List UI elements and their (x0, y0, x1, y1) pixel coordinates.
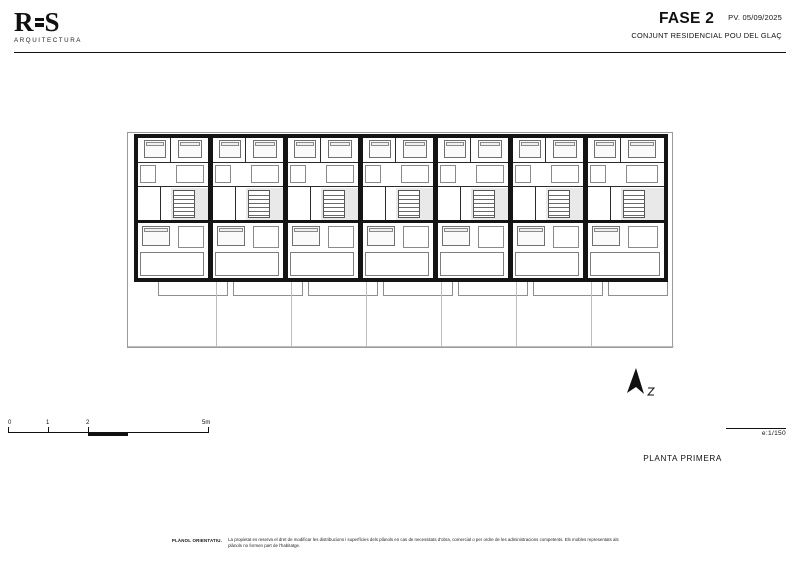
unit-6-bed-b (553, 140, 577, 158)
unit-1-partition-c (170, 138, 171, 162)
unit-5-bed-c (442, 226, 470, 246)
unit-2-room (215, 252, 279, 276)
exterior-wall-left (134, 134, 138, 282)
studio-logo (14, 8, 134, 50)
unit-6-bathroom-a (515, 165, 531, 183)
unit-6-bathroom-c (553, 226, 579, 248)
party-wall-4 (433, 134, 438, 282)
unit-1-room (140, 252, 204, 276)
unit-4-bathroom-c (403, 226, 429, 248)
unit-3-bed-c (292, 226, 320, 246)
terrace-2 (233, 282, 303, 296)
unit-7-bathroom-a (590, 165, 606, 183)
unit-3-partition-d (310, 187, 311, 220)
terrace-7 (608, 282, 668, 296)
unit-1-bathroom-a (140, 165, 156, 183)
scale-bar-fill (88, 432, 128, 436)
unit-2-bathroom-b (251, 165, 279, 183)
floor-plan-drawing (128, 133, 672, 347)
unit-2-partition-d (235, 187, 236, 220)
unit-7-bathroom-c (628, 226, 658, 248)
header-title-block (631, 10, 782, 40)
unit-2-bed-b (253, 140, 277, 158)
north-arrow-icon (622, 366, 662, 400)
scale-divider (726, 428, 786, 429)
floor-plan-frame (127, 132, 673, 348)
unit-5-bathroom-b (476, 165, 504, 183)
scale-label-2: 2 (86, 420, 90, 426)
unit-5-bathroom-c (478, 226, 504, 248)
unit-7-partition-a (588, 162, 664, 163)
unit-1-bathroom-b (176, 165, 204, 183)
logo-mark (14, 8, 134, 36)
unit-1-partition-d (160, 187, 161, 220)
scale-tick-1 (48, 427, 49, 433)
plot-line-6 (591, 282, 592, 346)
unit-5-staircase (473, 190, 495, 218)
unit-6-partition-c (545, 138, 546, 162)
unit-1-bathroom-c (178, 226, 204, 248)
plot-line-3 (366, 282, 367, 346)
unit-1-bed-a (144, 140, 166, 158)
unit-6-partition-a (513, 162, 583, 163)
building-block (134, 134, 668, 282)
unit-5-partition-a (438, 162, 508, 163)
unit-6-partition-d (535, 187, 536, 220)
unit-6-staircase (548, 190, 570, 218)
scale-ratio-label: e:1/150 (761, 430, 786, 437)
terrace-3 (308, 282, 378, 296)
plot-line-4 (441, 282, 442, 346)
unit-4-staircase (398, 190, 420, 218)
plot-boundary-bottom (128, 346, 674, 347)
unit-5-partition-d (460, 187, 461, 220)
party-wall-2 (283, 134, 288, 282)
logo-square-icon (35, 18, 44, 27)
unit-5-room (440, 252, 504, 276)
unit-7-bed-c (592, 226, 620, 246)
unit-4-partition-a (363, 162, 433, 163)
phase-title: FASE 2 (658, 10, 715, 27)
header-divider (14, 52, 786, 53)
sheet-title: PLANTA PRIMERA (643, 454, 722, 463)
revision-date: PV. 05/09/2025 (728, 13, 782, 22)
terrace-1 (158, 282, 228, 296)
unit-2-partition-a (213, 162, 283, 163)
disclaimer-key: PLÀNOL ORIENTATIU. (171, 537, 223, 543)
unit-2-staircase (248, 190, 270, 218)
scale-label-0: 0 (8, 420, 12, 426)
sheet-header (0, 0, 800, 58)
unit-6-bed-c (517, 226, 545, 246)
unit-7-bed-a (594, 140, 616, 158)
disclaimer-text: La propietat es reserva el dret de modificar les distribucions i superfícies dels plànols en cas de necessitats d'obra, comercial o per ordre de les administracions competents. Els mobles representats als plànols no formen part de l'habitatge. (228, 537, 619, 548)
logo-letter-right: S (44, 7, 60, 37)
unit-4-bed-c (367, 226, 395, 246)
unit-4-partition-c (395, 138, 396, 162)
unit-3-room (290, 252, 354, 276)
party-wall-5 (508, 134, 513, 282)
unit-1-partition-a (138, 162, 208, 163)
unit-7-partition-c (620, 138, 621, 162)
party-wall-3 (358, 134, 363, 282)
scale-bar (8, 420, 218, 442)
unit-2-bed-c (217, 226, 245, 246)
terrace-4 (383, 282, 453, 296)
unit-3-bathroom-b (326, 165, 354, 183)
unit-7-partition-d (610, 187, 611, 220)
sheet-footer (0, 537, 800, 549)
unit-3-bed-a (294, 140, 316, 158)
terrace-5 (458, 282, 528, 296)
unit-7-staircase (623, 190, 645, 218)
plot-line-5 (516, 282, 517, 346)
unit-2-partition-c (245, 138, 246, 162)
terrace-6 (533, 282, 603, 296)
unit-2-bathroom-a (215, 165, 231, 183)
unit-7-room (590, 252, 660, 276)
unit-5-bed-b (478, 140, 502, 158)
unit-3-staircase (323, 190, 345, 218)
unit-3-partition-c (320, 138, 321, 162)
logo-subtitle: ARQUITECTURA (14, 37, 83, 44)
scale-tick-5 (208, 427, 209, 433)
plot-line-1 (216, 282, 217, 346)
unit-5-partition-c (470, 138, 471, 162)
logo-letter-left: R (14, 7, 34, 37)
unit-7-bed-b (628, 140, 656, 158)
unit-4-bathroom-b (401, 165, 429, 183)
drawing-sheet (0, 58, 800, 498)
unit-4-bed-b (403, 140, 427, 158)
unit-5-bed-a (444, 140, 466, 158)
unit-1-bed-b (178, 140, 202, 158)
scale-label-1: 1 (46, 420, 50, 426)
unit-1-staircase (173, 190, 195, 218)
scale-label-end: 5m (202, 420, 211, 426)
unit-6-room (515, 252, 579, 276)
plot-line-2 (291, 282, 292, 346)
unit-1-bed-c (142, 226, 170, 246)
unit-4-partition-d (385, 187, 386, 220)
exterior-wall-right (664, 134, 668, 282)
scale-tick-0 (8, 427, 9, 433)
unit-6-bathroom-b (551, 165, 579, 183)
unit-4-room (365, 252, 429, 276)
unit-3-bed-b (328, 140, 352, 158)
party-wall-1 (208, 134, 213, 282)
unit-2-bed-a (219, 140, 241, 158)
unit-3-bathroom-c (328, 226, 354, 248)
unit-2-bathroom-c (253, 226, 279, 248)
unit-5-bathroom-a (440, 165, 456, 183)
unit-7-bathroom-b (626, 165, 658, 183)
unit-6-bed-a (519, 140, 541, 158)
party-wall-6 (583, 134, 588, 282)
project-name: CONJUNT RESIDENCIAL POU DEL GLAÇ (631, 31, 782, 40)
unit-4-bed-a (369, 140, 391, 158)
unit-4-bathroom-a (365, 165, 381, 183)
unit-3-partition-a (288, 162, 358, 163)
unit-3-bathroom-a (290, 165, 306, 183)
